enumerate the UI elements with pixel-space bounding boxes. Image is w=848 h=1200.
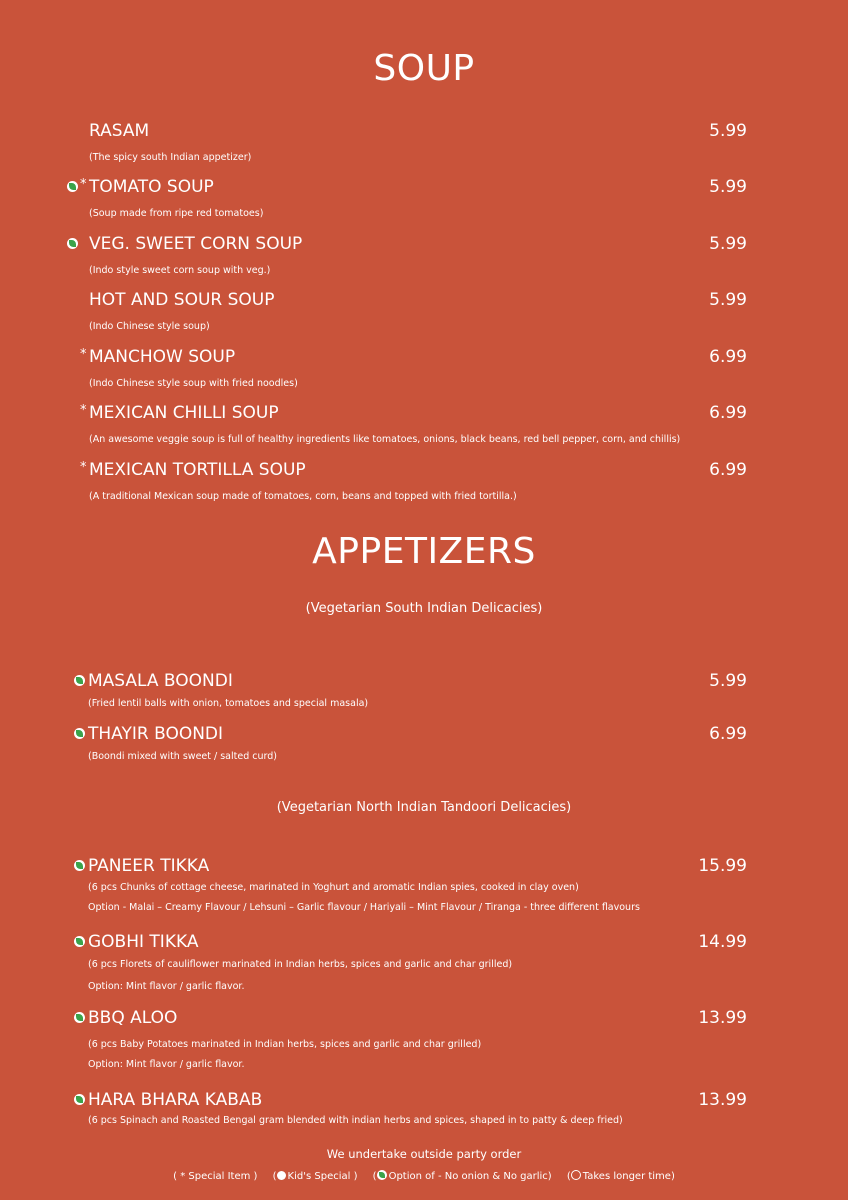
menu-item xyxy=(0,290,848,340)
menu-item xyxy=(0,856,848,913)
item-price: 15.99 xyxy=(698,856,747,876)
menu-item xyxy=(0,724,848,774)
special-star: * xyxy=(80,347,87,362)
item-price: 14.99 xyxy=(698,932,747,952)
special-star: * xyxy=(80,177,87,192)
menu-item xyxy=(0,177,848,227)
item-description: (6 pcs Florets of cauliflower marinated in Indian herbs, spices and garlic and char grilled) xyxy=(88,959,513,970)
leaf-icon xyxy=(74,936,85,947)
item-price: 6.99 xyxy=(709,403,747,423)
item-name: HARA BHARA KABAB xyxy=(88,1090,263,1110)
item-price: 6.99 xyxy=(709,347,747,367)
leaf-icon xyxy=(377,1170,387,1180)
item-name: TOMATO SOUP xyxy=(89,177,214,197)
item-name: VEG. SWEET CORN SOUP xyxy=(89,234,303,254)
item-description: (Fried lentil balls with onion, tomatoes and special masala) xyxy=(88,698,369,709)
menu-item xyxy=(0,121,848,171)
item-name: MANCHOW SOUP xyxy=(89,347,236,367)
legend-longer: ( Takes longer time) xyxy=(566,1171,675,1182)
item-name: GOBHI TIKKA xyxy=(88,932,199,952)
item-description: (Boondi mixed with sweet / salted curd) xyxy=(88,751,277,762)
item-name: HOT AND SOUR SOUP xyxy=(89,290,275,310)
item-description: (Indo Chinese style soup with fried noodles) xyxy=(89,378,298,389)
item-name: BBQ ALOO xyxy=(88,1008,178,1028)
item-description: (The spicy south Indian appetizer) xyxy=(89,152,252,163)
leaf-icon xyxy=(74,1094,85,1105)
item-description: (6 pcs Spinach and Roasted Bengal gram blended with indian herbs and spices, shaped in to patty & deep fried) xyxy=(88,1115,623,1126)
legend-no-onion: ( Option of - No onion & No garlic) xyxy=(372,1171,552,1182)
soup-title: SOUP xyxy=(373,48,475,89)
item-name: RASAM xyxy=(89,121,150,141)
item-description: (Indo Chinese style soup) xyxy=(89,321,210,332)
item-description: (An awesome veggie soup is full of healthy ingredients like tomatoes, onions, black beans, red bell pepper, corn, and chillis) xyxy=(89,434,681,445)
item-option: Option: Mint flavor / garlic flavor. xyxy=(88,981,245,992)
item-name: MASALA BOONDI xyxy=(88,671,233,691)
leaf-icon xyxy=(74,675,85,686)
special-star: * xyxy=(80,460,87,475)
legend-special: ( * Special Item ) xyxy=(173,1171,258,1182)
legend xyxy=(0,1170,848,1182)
item-description: (6 pcs Baby Potatoes marinated in Indian herbs, spices and garlic and char grilled) xyxy=(88,1039,482,1050)
leaf-icon xyxy=(67,238,78,249)
menu-item xyxy=(0,671,848,721)
clock-icon xyxy=(571,1170,581,1180)
north-indian-heading: (Vegetarian North Indian Tandoori Delicacies) xyxy=(276,800,572,815)
menu-item xyxy=(0,1008,848,1070)
item-option: Option: Mint flavor / garlic flavor. xyxy=(88,1059,245,1070)
item-price: 5.99 xyxy=(709,121,747,141)
menu-item xyxy=(0,932,848,992)
item-price: 5.99 xyxy=(709,177,747,197)
item-name: PANEER TIKKA xyxy=(88,856,210,876)
item-description: (Soup made from ripe red tomatoes) xyxy=(89,208,264,219)
menu-item xyxy=(0,403,848,453)
item-price: 5.99 xyxy=(709,290,747,310)
menu-item xyxy=(0,460,848,510)
legend-kids: ( Kid's Special ) xyxy=(272,1171,358,1182)
item-price: 13.99 xyxy=(698,1008,747,1028)
item-description: (6 pcs Chunks of cottage cheese, marinated in Yoghurt and aromatic Indian spies, cooked in clay oven) xyxy=(88,882,579,893)
item-name: MEXICAN CHILLI SOUP xyxy=(89,403,279,423)
south-indian-heading: (Vegetarian South Indian Delicacies) xyxy=(305,601,543,616)
appetizers-title: APPETIZERS xyxy=(312,531,536,572)
leaf-icon xyxy=(74,728,85,739)
menu-item xyxy=(0,347,848,397)
item-name: THAYIR BOONDI xyxy=(88,724,224,744)
menu-item xyxy=(0,1090,848,1140)
menu-item xyxy=(0,234,848,284)
leaf-icon xyxy=(74,860,85,871)
item-name: MEXICAN TORTILLA SOUP xyxy=(89,460,306,480)
item-description: (A traditional Mexican soup made of tomatoes, corn, beans and topped with fried tortilla.) xyxy=(89,491,517,502)
leaf-icon xyxy=(67,181,78,192)
item-price: 5.99 xyxy=(709,671,747,691)
special-star: * xyxy=(80,403,87,418)
leaf-icon xyxy=(74,1012,85,1023)
item-price: 5.99 xyxy=(709,234,747,254)
item-option: Option - Malai – Creamy Flavour / Lehsuni – Garlic flavour / Hariyali – Mint Flavour / Tiranga - three different flavours xyxy=(88,902,640,913)
item-description: (Indo style sweet corn soup with veg.) xyxy=(89,265,271,276)
item-price: 13.99 xyxy=(698,1090,747,1110)
party-order-note: We undertake outside party order xyxy=(326,1147,522,1161)
item-price: 6.99 xyxy=(709,724,747,744)
kid-icon xyxy=(277,1171,286,1180)
item-price: 6.99 xyxy=(709,460,747,480)
